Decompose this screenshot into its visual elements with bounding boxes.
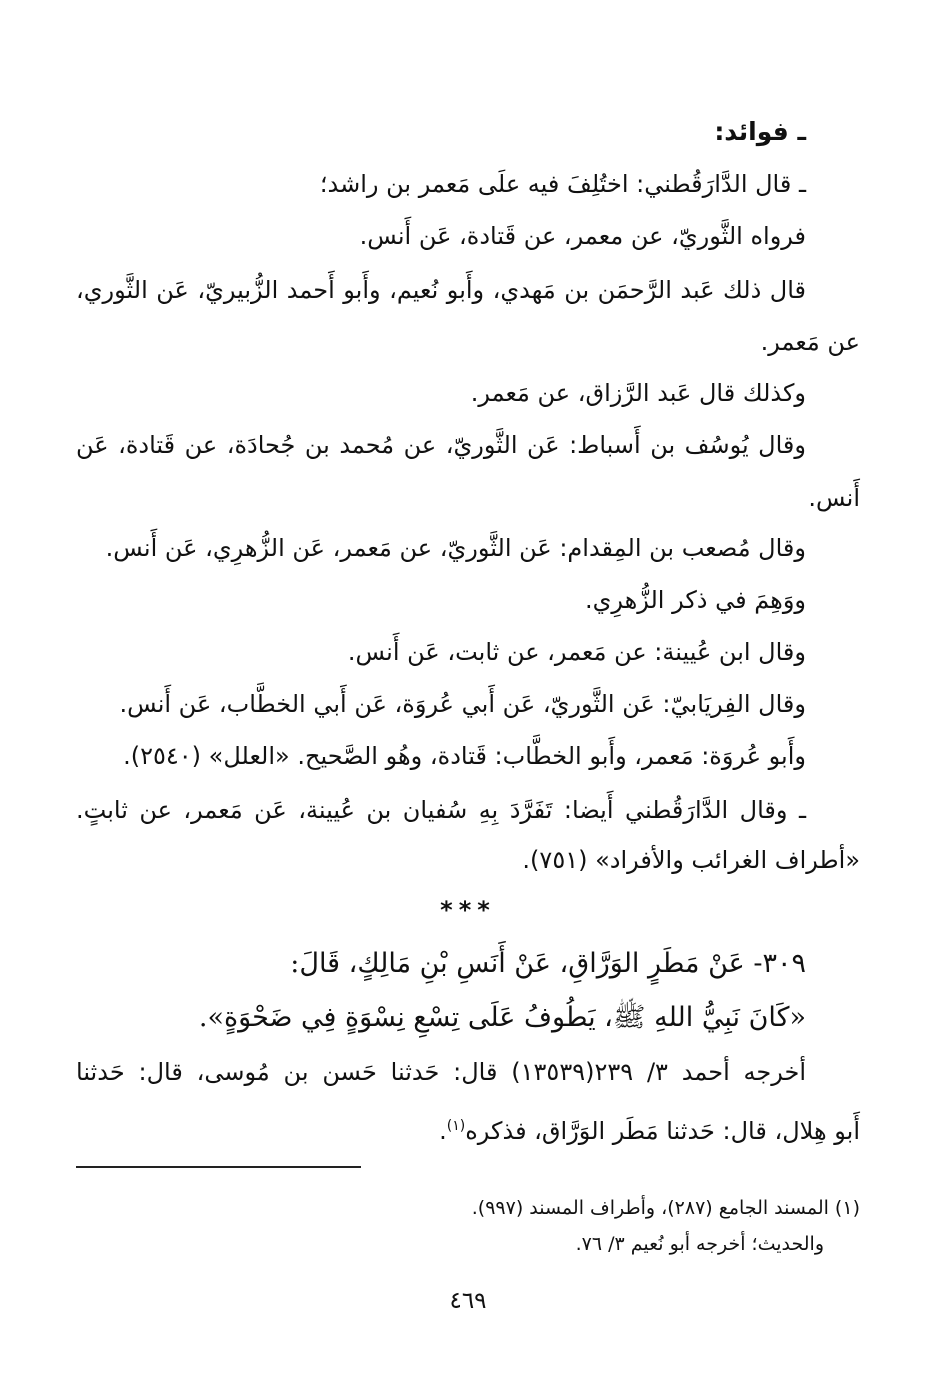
text-line: وأَبو عُروَة: مَعمر، وأَبو الخطَّاب: قَتادة، وهُو الصَّحيح. «العلل» (٢٥٤٠).: [123, 742, 806, 770]
takhrij-line: أَبو هِلال، قال: حَدثنا مَطَر الوَرَّاق، فذكره$^{(١)}$.: [439, 1117, 860, 1145]
text-line: ووَهِمَ في ذكر الزُّهرِي.: [584, 586, 806, 614]
text-line: «أطراف الغرائب والأفراد» (٧٥١).: [522, 846, 860, 874]
takhrij-line: أخرجه أحمد ٣/ ٢٣٩(١٣٥٣٩) قال: حَدثنا حَسن بن مُوسى، قال: حَدثنا: [76, 1058, 807, 1086]
text-line: وقال ابن عُيينة: عن مَعمر، عن ثابت، عَن أَنس.: [347, 638, 806, 666]
text-line: عن مَعمر.: [760, 328, 860, 356]
text-line: ـ قال الدَّارَقُطني: اختُلِفَ فيه علَى مَعمر بن راشد؛: [319, 170, 806, 198]
footnote-line: (١) المسند الجامع (٢٨٧)، وأطراف المسند (٩٩٧).: [471, 1197, 860, 1219]
text-line: وقال الفِريَابيّ: عَن الثَّوريّ، عَن أَبي عُروَة، عَن أَبي الخطَّاب، عَن أَنس.: [119, 690, 806, 718]
text-line: وقال يُوسُف بن أَسباط: عَن الثَّوريّ، عن مُحمد بن جُحادَة، عن قَتادة، عَن: [76, 431, 806, 459]
section-separator: ***: [440, 896, 496, 924]
text-line: ـ وقال الدَّارَقُطني أَيضا: تَفَرَّدَ بِهِ سُفيان بن عُيينة، عَن مَعمر، عن ثابتٍ.: [76, 796, 806, 824]
takhrij-text: أَبو هِلال، قال: حَدثنا مَطَر الوَرَّاق، فذكره: [465, 1117, 860, 1145]
text-line: أَنس.: [808, 484, 860, 512]
text-line: وكذلك قال عَبد الرَّزاق، عن مَعمر.: [470, 379, 806, 407]
page-number: ٤٦٩: [449, 1288, 487, 1314]
text-line: فرواه الثَّوريّ، عن معمر، عن قَتادة، عَن أَنس.: [359, 222, 806, 250]
text-line: قال ذلك عَبد الرَّحمَن بن مَهدي، وأَبو نُعيم، وأَبو أَحمد الزُّبيريّ، عَن الثَّوري،: [76, 276, 806, 304]
footnote-divider: [76, 1166, 361, 1168]
hadith-line: ٣٠٩- عَنْ مَطَرٍ الوَرَّاقِ، عَنْ أَنَسِ بْنِ مَالِكٍ، قَالَ:: [290, 948, 806, 979]
hadith-line: «كَانَ نَبِيُّ اللهِ ﷺ، يَطُوفُ عَلَى تِسْعِ نِسْوَةٍ فِي ضَحْوَةٍ».: [198, 1002, 806, 1033]
benefits-heading: ـ فوائد:: [714, 117, 806, 146]
text-line: وقال مُصعب بن المِقدام: عَن الثَّوريّ، عن مَعمر، عَن الزُّهرِي، عَن أَنس.: [105, 534, 806, 562]
footnote-line: والحديث؛ أخرجه أبو نُعيم ٣/ ٧٦.: [575, 1233, 824, 1255]
footnote-marker: (١): [446, 1118, 466, 1134]
